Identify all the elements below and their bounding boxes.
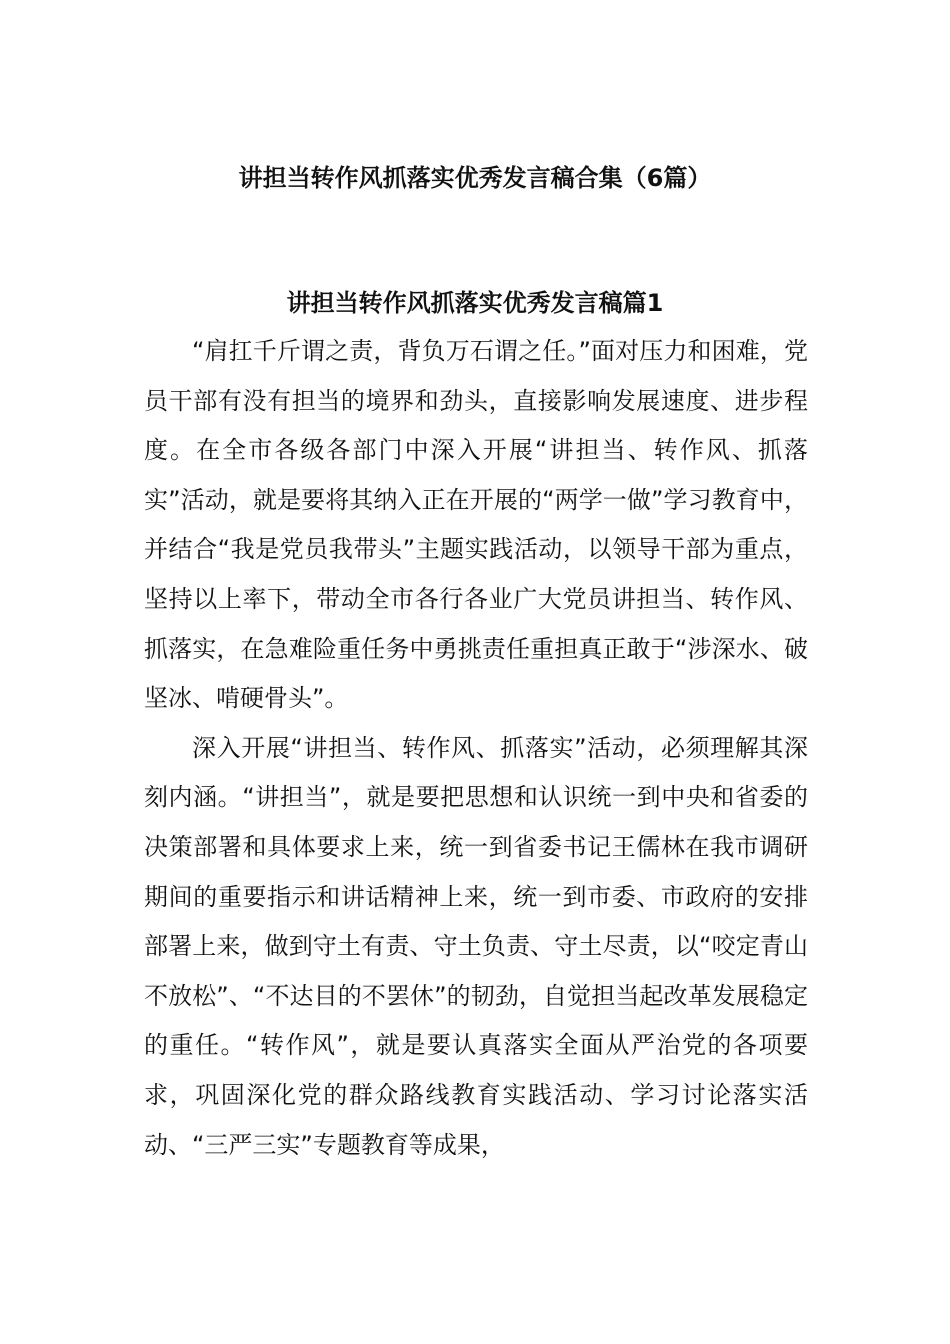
document-body <box>144 327 808 1170</box>
paragraph-2: 深入开展“讲担当、转作风、抓落实”活动，必须理解其深刻内涵。“讲担当”，就是要把思想和认识统一到中央和省委的决策部署和具体要求上来，统一到省委书记王儒林在我市调研期间的重要指示和讲话精神上来，统一到市委、市政府的安排部署上来，做到守土有责、守土负责、守土尽责，以“咬定青山不放松”、“不达目的不罢休”的韧劲，自觉担当起改革发展稳定的重任。“转作风”，就是要认真落实全面从严治党的各项要求，巩固深化党的群众路线教育实践活动、学习讨论落实活动、“三严三实”专题教育等成果， <box>144 733 808 1159</box>
section-title: 讲担当转作风抓落实优秀发言稿篇1 <box>286 289 664 317</box>
paragraph-1: “肩扛千斤谓之责，背负万石谓之任。”面对压力和困难，党员干部有没有担当的境界和劲头，直接影响发展速度、进步程度。在全市各级各部门中深入开展“讲担当、转作风、抓落实”活动，就是要将其纳入正在开展的“两学一做”学习教育中，并结合“我是党员我带头”主题实践活动，以领导干部为重点，坚持以上率下，带动全市各行各业广大党员讲担当、转作风、抓落实，在急难险重任务中勇挑责任重担真正敢于“涉深水、破坚冰、啃硬骨头”。 <box>144 337 808 713</box>
document-title: 讲担当转作风抓落实优秀发言稿合集（6篇） <box>238 164 712 192</box>
